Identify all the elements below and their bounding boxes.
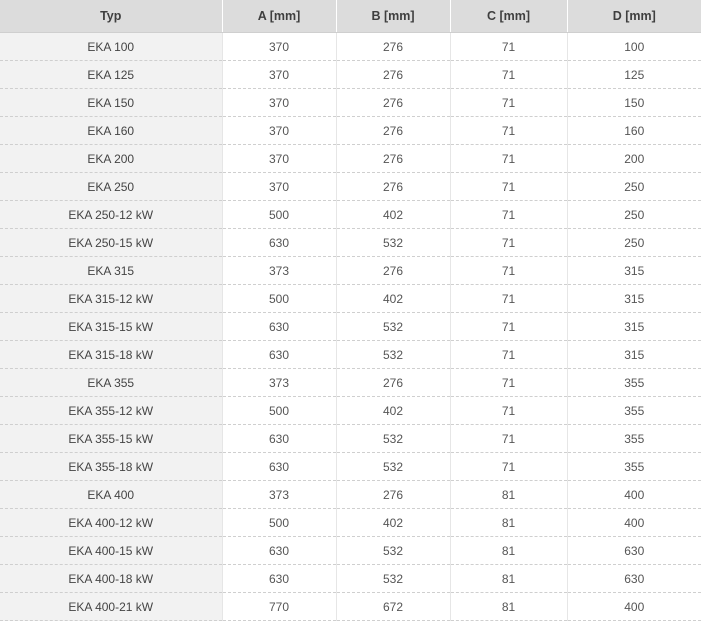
table-row (0, 201, 701, 229)
cell-value: 370 (222, 33, 336, 61)
table-body (0, 33, 701, 621)
cell-value: 71 (450, 285, 567, 313)
table-row (0, 397, 701, 425)
cell-value: 200 (567, 145, 701, 173)
cell-value: 71 (450, 341, 567, 369)
table-row (0, 565, 701, 593)
cell-typ: EKA 315 (0, 257, 222, 285)
cell-value: 373 (222, 369, 336, 397)
table-row (0, 89, 701, 117)
cell-typ: EKA 400-18 kW (0, 565, 222, 593)
cell-value: 370 (222, 173, 336, 201)
cell-value: 370 (222, 89, 336, 117)
cell-typ: EKA 355-18 kW (0, 453, 222, 481)
cell-typ: EKA 400-12 kW (0, 509, 222, 537)
cell-value: 630 (567, 537, 701, 565)
cell-value: 71 (450, 117, 567, 145)
column-header-typ: Typ (0, 0, 222, 33)
cell-typ: EKA 250-15 kW (0, 229, 222, 257)
table-row (0, 313, 701, 341)
cell-value: 81 (450, 565, 567, 593)
cell-value: 276 (336, 173, 450, 201)
cell-value: 373 (222, 481, 336, 509)
cell-value: 276 (336, 61, 450, 89)
cell-value: 276 (336, 145, 450, 173)
cell-typ: EKA 355-12 kW (0, 397, 222, 425)
cell-value: 276 (336, 369, 450, 397)
cell-value: 71 (450, 145, 567, 173)
cell-value: 71 (450, 453, 567, 481)
cell-typ: EKA 200 (0, 145, 222, 173)
cell-value: 630 (222, 229, 336, 257)
cell-typ: EKA 355 (0, 369, 222, 397)
column-header-a: A [mm] (222, 0, 336, 33)
cell-value: 532 (336, 537, 450, 565)
cell-value: 81 (450, 481, 567, 509)
cell-value: 370 (222, 61, 336, 89)
table-row (0, 425, 701, 453)
cell-value: 355 (567, 397, 701, 425)
cell-typ: EKA 250 (0, 173, 222, 201)
cell-value: 71 (450, 61, 567, 89)
cell-value: 71 (450, 369, 567, 397)
cell-typ: EKA 355-15 kW (0, 425, 222, 453)
cell-typ: EKA 315-18 kW (0, 341, 222, 369)
cell-value: 71 (450, 173, 567, 201)
cell-value: 71 (450, 397, 567, 425)
table-row (0, 341, 701, 369)
column-header-b: B [mm] (336, 0, 450, 33)
table-header-row (0, 0, 701, 33)
cell-value: 71 (450, 89, 567, 117)
cell-typ: EKA 160 (0, 117, 222, 145)
cell-value: 276 (336, 257, 450, 285)
cell-value: 71 (450, 313, 567, 341)
table-row (0, 481, 701, 509)
cell-value: 402 (336, 509, 450, 537)
cell-value: 250 (567, 173, 701, 201)
cell-value: 355 (567, 453, 701, 481)
cell-value: 81 (450, 537, 567, 565)
cell-value: 500 (222, 397, 336, 425)
cell-typ: EKA 400 (0, 481, 222, 509)
cell-value: 250 (567, 201, 701, 229)
cell-value: 355 (567, 369, 701, 397)
cell-typ: EKA 400-15 kW (0, 537, 222, 565)
cell-value: 532 (336, 453, 450, 481)
cell-value: 630 (222, 341, 336, 369)
cell-value: 315 (567, 285, 701, 313)
cell-value: 315 (567, 313, 701, 341)
cell-value: 630 (222, 313, 336, 341)
cell-value: 500 (222, 201, 336, 229)
table-row (0, 369, 701, 397)
table-row (0, 285, 701, 313)
column-header-c: C [mm] (450, 0, 567, 33)
cell-typ: EKA 315-12 kW (0, 285, 222, 313)
cell-value: 315 (567, 257, 701, 285)
cell-value: 71 (450, 229, 567, 257)
table-row (0, 117, 701, 145)
cell-value: 81 (450, 593, 567, 621)
cell-value: 402 (336, 397, 450, 425)
cell-value: 125 (567, 61, 701, 89)
cell-value: 160 (567, 117, 701, 145)
cell-value: 630 (567, 565, 701, 593)
cell-value: 500 (222, 285, 336, 313)
cell-typ: EKA 150 (0, 89, 222, 117)
table-row (0, 257, 701, 285)
table-header (0, 0, 701, 33)
cell-value: 71 (450, 425, 567, 453)
table-row (0, 229, 701, 257)
cell-value: 276 (336, 33, 450, 61)
table-row (0, 61, 701, 89)
cell-value: 400 (567, 593, 701, 621)
cell-value: 532 (336, 341, 450, 369)
table-row (0, 145, 701, 173)
cell-value: 402 (336, 201, 450, 229)
cell-value: 373 (222, 257, 336, 285)
table-row (0, 453, 701, 481)
table-row (0, 33, 701, 61)
table-row (0, 537, 701, 565)
cell-value: 276 (336, 481, 450, 509)
cell-typ: EKA 100 (0, 33, 222, 61)
cell-value: 315 (567, 341, 701, 369)
cell-value: 370 (222, 145, 336, 173)
cell-value: 402 (336, 285, 450, 313)
cell-value: 150 (567, 89, 701, 117)
cell-value: 500 (222, 509, 336, 537)
cell-value: 71 (450, 201, 567, 229)
cell-value: 532 (336, 565, 450, 593)
table-row (0, 593, 701, 621)
column-header-d: D [mm] (567, 0, 701, 33)
cell-value: 532 (336, 313, 450, 341)
cell-typ: EKA 250-12 kW (0, 201, 222, 229)
cell-value: 400 (567, 509, 701, 537)
cell-value: 672 (336, 593, 450, 621)
table-row (0, 173, 701, 201)
cell-value: 71 (450, 257, 567, 285)
cell-value: 400 (567, 481, 701, 509)
cell-value: 630 (222, 537, 336, 565)
cell-value: 276 (336, 117, 450, 145)
cell-value: 630 (222, 565, 336, 593)
cell-typ: EKA 125 (0, 61, 222, 89)
cell-value: 532 (336, 229, 450, 257)
cell-value: 770 (222, 593, 336, 621)
cell-value: 71 (450, 33, 567, 61)
cell-value: 630 (222, 425, 336, 453)
cell-typ: EKA 315-15 kW (0, 313, 222, 341)
cell-value: 630 (222, 453, 336, 481)
cell-value: 81 (450, 509, 567, 537)
cell-value: 532 (336, 425, 450, 453)
table-row (0, 509, 701, 537)
cell-value: 355 (567, 425, 701, 453)
cell-value: 276 (336, 89, 450, 117)
cell-typ: EKA 400-21 kW (0, 593, 222, 621)
cell-value: 100 (567, 33, 701, 61)
cell-value: 250 (567, 229, 701, 257)
cell-value: 370 (222, 117, 336, 145)
